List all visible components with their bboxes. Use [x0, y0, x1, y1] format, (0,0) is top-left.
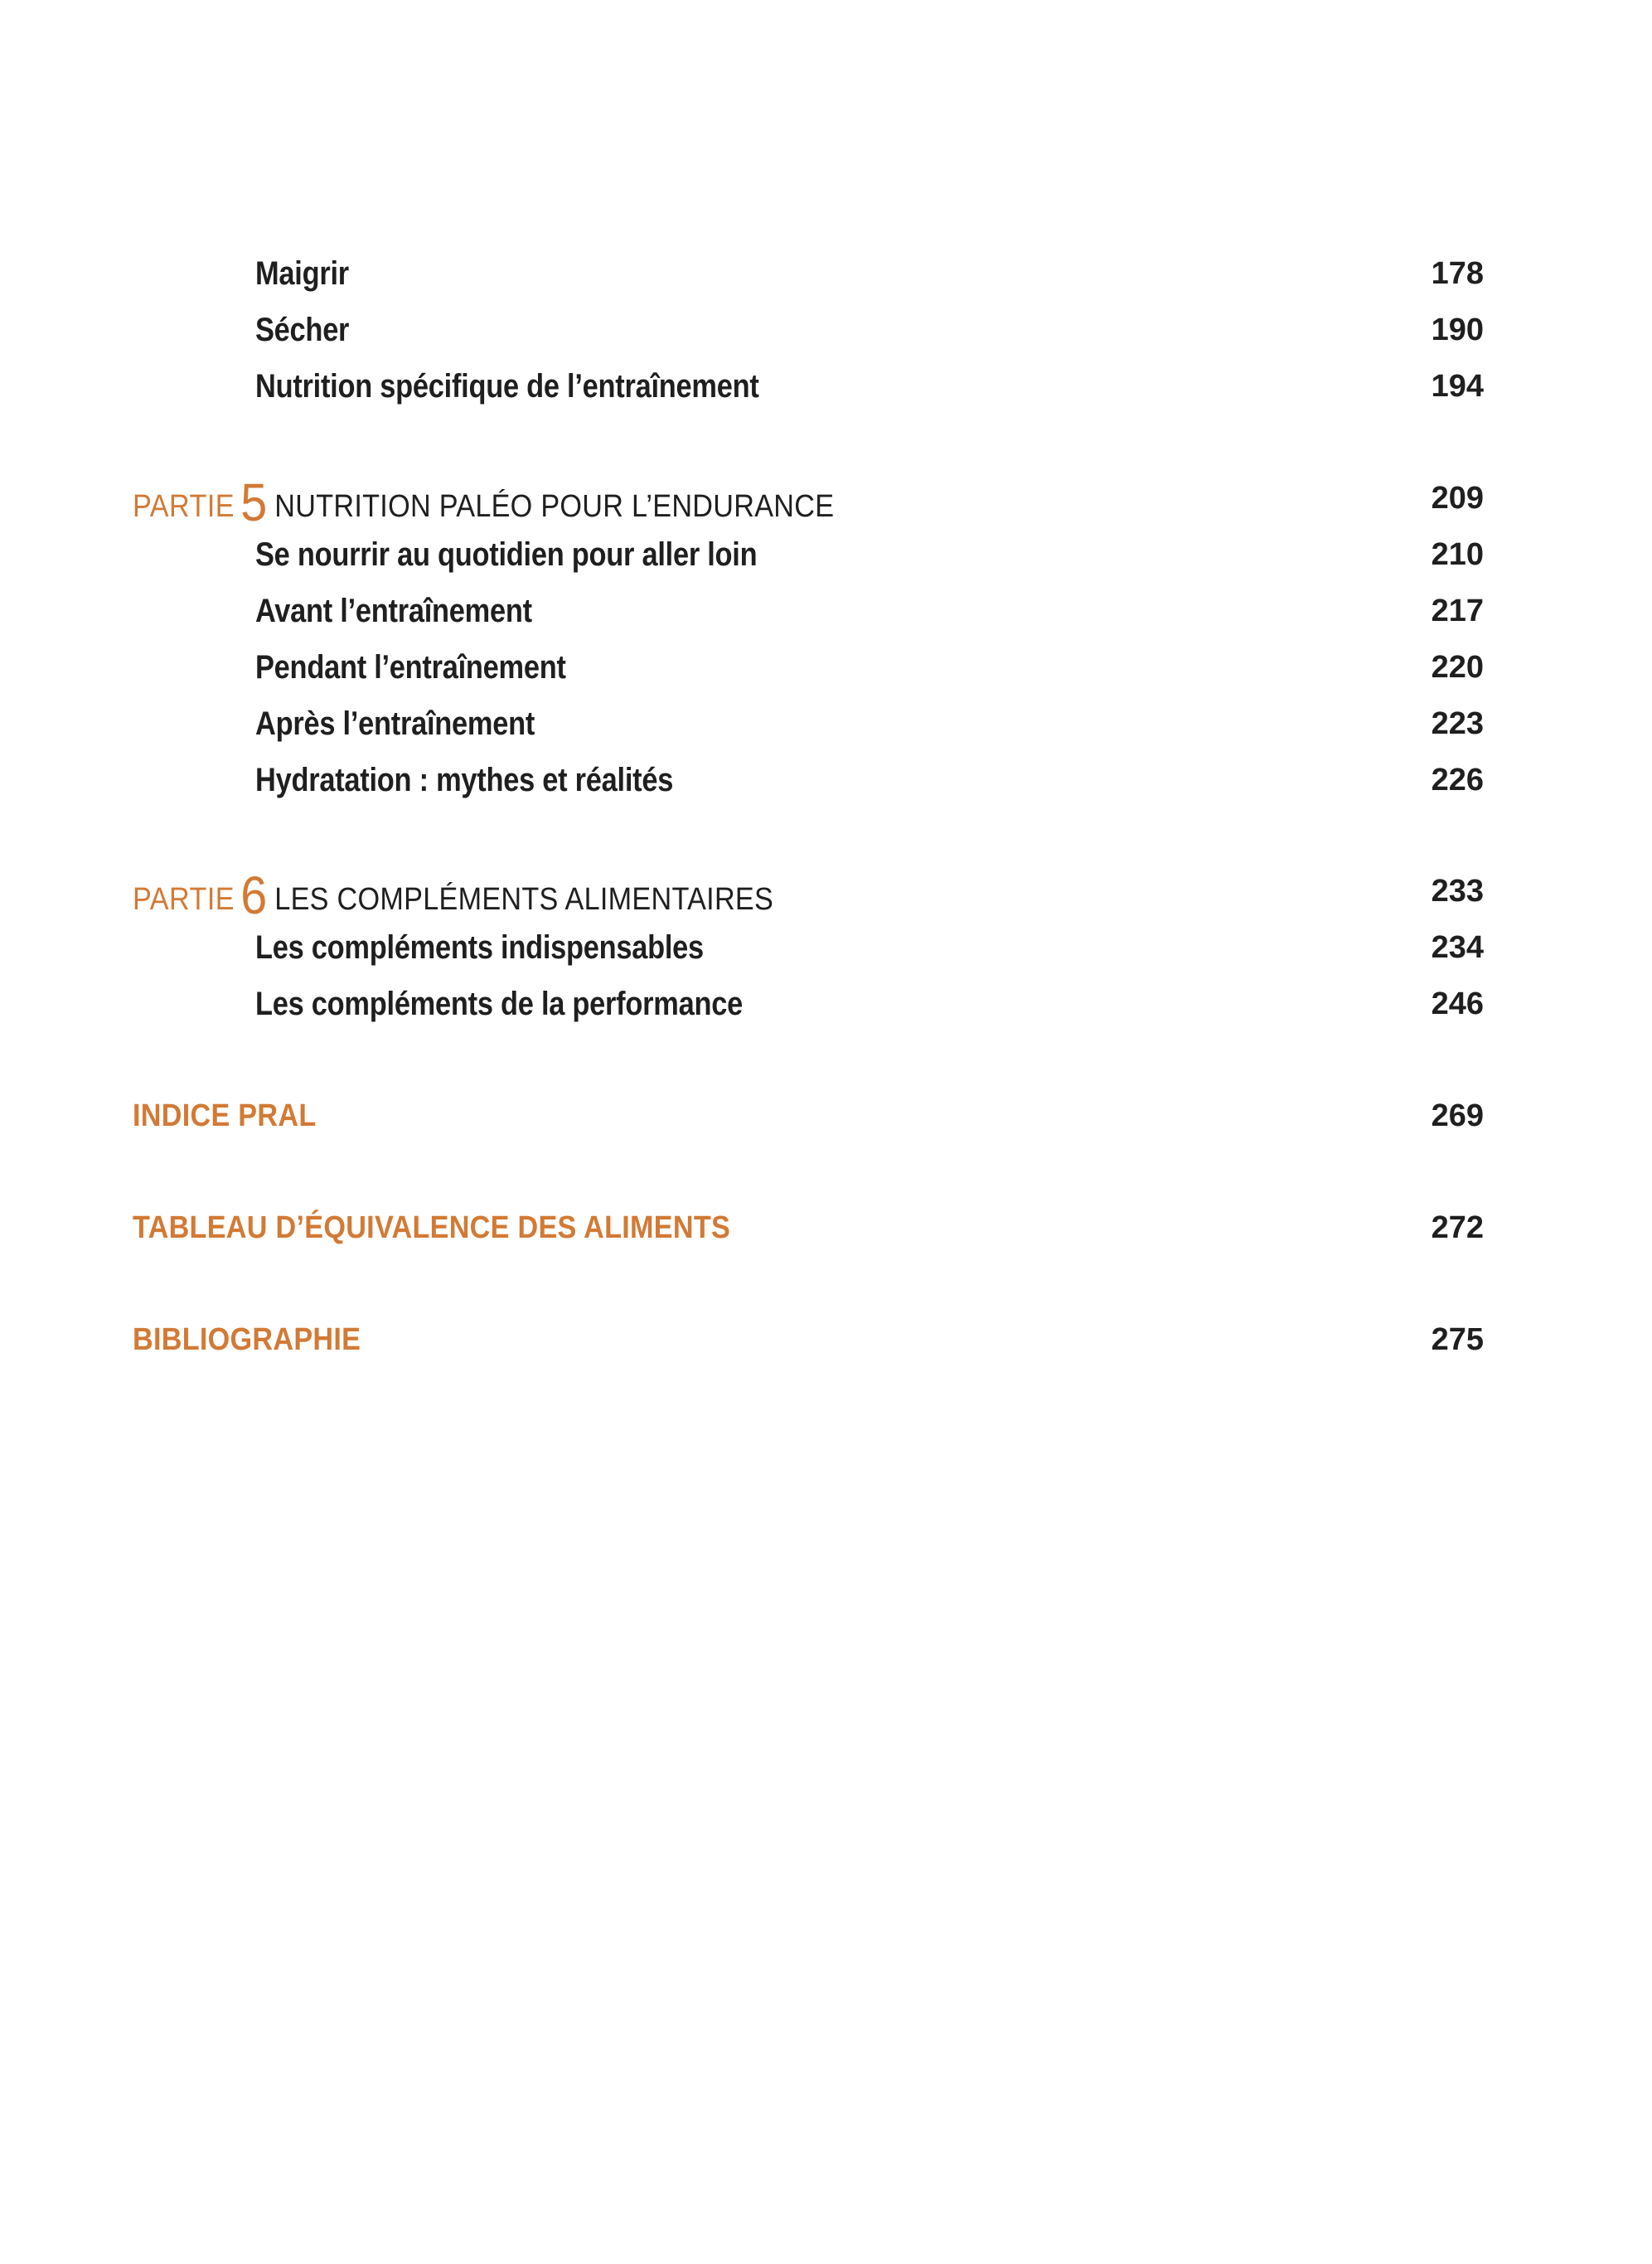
toc-entry-title: Sécher — [255, 312, 350, 348]
toc-entry[interactable] — [133, 979, 1484, 1029]
part-5-heading-label — [133, 473, 834, 538]
part-label: PARTIE — [133, 882, 235, 917]
part-title: NUTRITION PALÉO POUR L’ENDURANCE — [274, 489, 835, 524]
toc-entry[interactable] — [133, 586, 1484, 636]
toc-entry[interactable] — [133, 361, 1484, 411]
toc-entry[interactable] — [133, 305, 1484, 355]
toc-entry-page: 194 — [1431, 369, 1484, 404]
annex-entry-indice-pral[interactable] — [133, 1091, 1484, 1141]
annex-page: 269 — [1431, 1098, 1484, 1133]
toc-entry-page: 234 — [1431, 930, 1484, 965]
toc-entry-title: Après l’entraînement — [255, 705, 535, 742]
toc-entry-page: 220 — [1431, 650, 1484, 685]
annex-page: 272 — [1431, 1210, 1484, 1245]
annex-page: 275 — [1431, 1322, 1484, 1357]
toc-entry[interactable] — [133, 923, 1484, 972]
part-number: 5 — [240, 473, 268, 532]
toc-entry-title: Les compléments de la performance — [255, 986, 743, 1022]
toc-entry-page: 217 — [1431, 594, 1484, 628]
toc-entry-title: Les compléments indispensables — [255, 929, 704, 966]
part-page: 233 — [1431, 874, 1484, 909]
annex-title: TABLEAU D’ÉQUIVALENCE DES ALIMENTS — [133, 1210, 731, 1245]
part-5-heading[interactable] — [133, 473, 1484, 532]
part-label: PARTIE — [133, 489, 235, 524]
toc-entry[interactable] — [133, 642, 1484, 692]
annex-title: BIBLIOGRAPHIE — [133, 1322, 361, 1357]
toc-entry-page: 246 — [1431, 987, 1484, 1021]
toc-entry[interactable] — [133, 699, 1484, 749]
toc-entry-page: 190 — [1431, 313, 1484, 347]
toc-entry-page: 178 — [1431, 256, 1484, 291]
toc-entry-title: Hydratation : mythes et réalités — [255, 762, 674, 798]
part-6-heading-label — [133, 866, 773, 931]
toc-entry-page: 223 — [1431, 706, 1484, 741]
toc-entry-title: Nutrition spécifique de l’entraînement — [255, 368, 759, 405]
toc-entry-title: Avant l’entraînement — [255, 593, 532, 629]
toc-entry-title: Pendant l’entraînement — [255, 649, 566, 686]
toc-entry[interactable] — [133, 755, 1484, 805]
toc-entry-title: Se nourrir au quotidien pour aller loin — [255, 536, 758, 573]
annex-entry-tableau[interactable] — [133, 1203, 1484, 1253]
toc-entry[interactable] — [133, 249, 1484, 298]
part-page: 209 — [1431, 481, 1484, 516]
annex-entry-bibliographie[interactable] — [133, 1315, 1484, 1365]
toc-entry-page: 210 — [1431, 537, 1484, 572]
toc-entry[interactable] — [133, 530, 1484, 579]
part-title: LES COMPLÉMENTS ALIMENTAIRES — [274, 882, 774, 917]
toc-entry-title: Maigrir — [255, 255, 349, 292]
part-number: 6 — [240, 865, 268, 925]
toc-entry-page: 226 — [1431, 763, 1484, 797]
part-6-heading[interactable] — [133, 865, 1484, 925]
annex-title: INDICE PRAL — [133, 1098, 317, 1133]
